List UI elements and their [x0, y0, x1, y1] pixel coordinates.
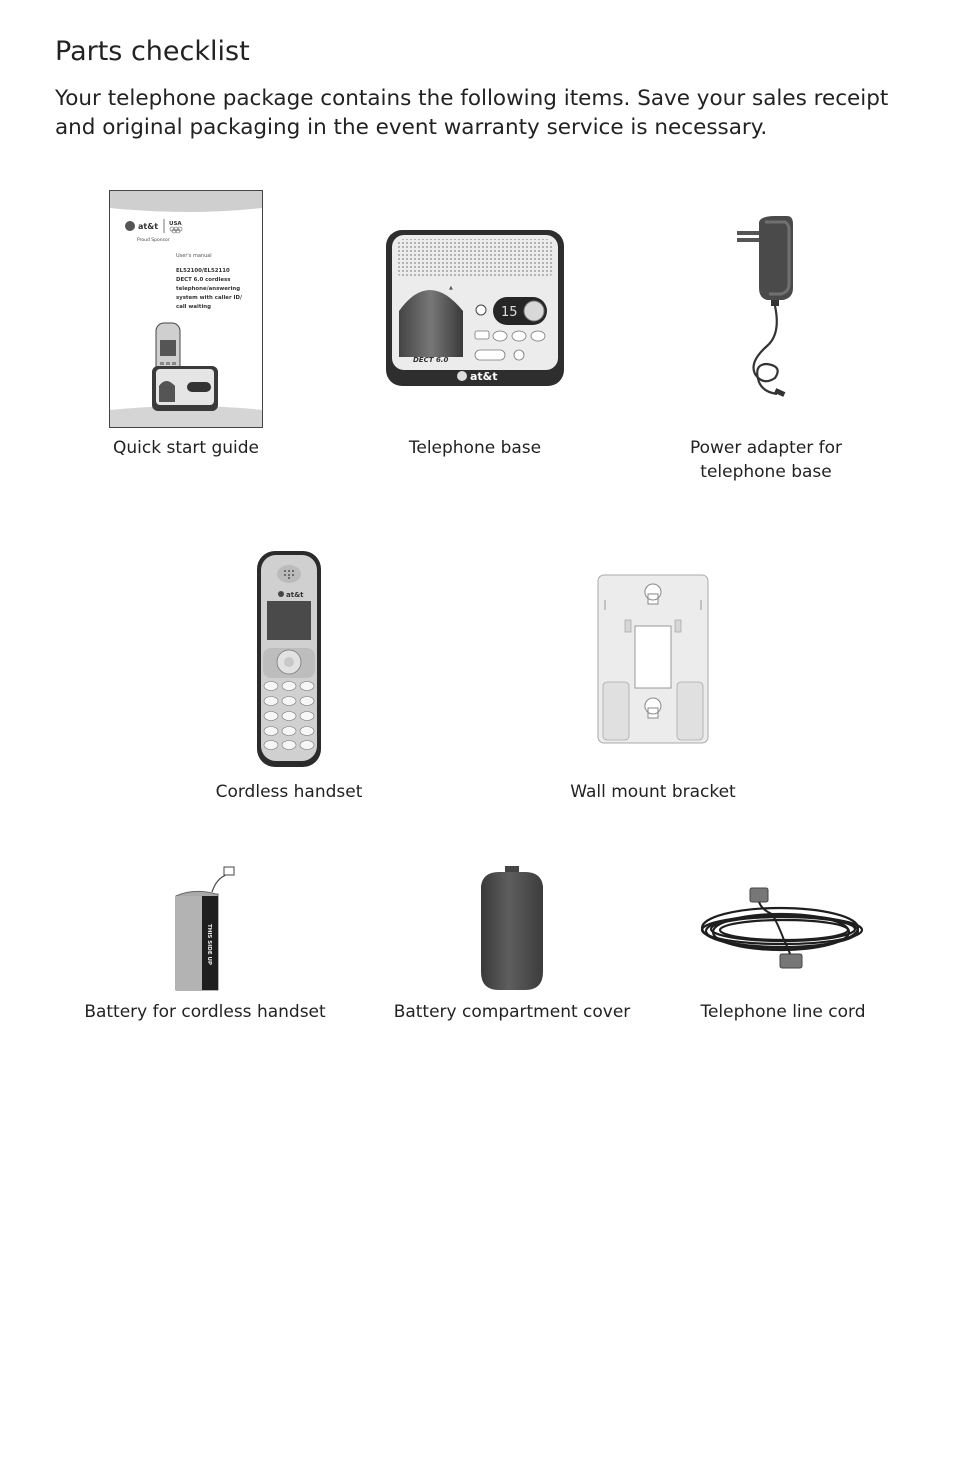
handset-brand: at&t	[286, 591, 304, 599]
caption-telephone-base: Telephone base	[408, 438, 542, 458]
guide-brand: at&t	[138, 222, 159, 231]
guide-doc-label: User's manual	[176, 253, 212, 259]
svg-text:▲: ▲	[449, 285, 453, 291]
battery-cover-image	[479, 864, 545, 992]
caption-line-cord: Telephone line cord	[700, 1002, 866, 1022]
base-display: 15	[501, 305, 518, 320]
power-adapter-image	[735, 214, 795, 402]
guide-sponsor-mark: USA	[169, 221, 182, 227]
telephone-base-image	[385, 229, 565, 387]
att-globe-icon	[125, 221, 135, 231]
wall-mount-bracket-image	[597, 574, 709, 744]
guide-sponsor: Proud Sponsor	[137, 238, 170, 243]
intro-paragraph: Your telephone package contains the following items. Save your sales receipt and original packaging in the event warranty service is necessary.	[55, 86, 889, 140]
att-globe-icon	[457, 371, 467, 381]
caption-quick-start-guide: Quick start guide	[112, 438, 259, 458]
line-cord-image	[700, 884, 866, 974]
base-brand: at&t	[470, 370, 498, 383]
att-globe-icon	[278, 591, 284, 597]
page-title: Parts checklist	[55, 36, 250, 67]
power-icon	[476, 305, 486, 315]
guide-doc-title-line: DECT 6.0 cordless	[176, 277, 231, 283]
cordless-handset-image	[256, 550, 322, 768]
caption-wall-mount-bracket: Wall mount bracket	[570, 782, 736, 802]
caption-battery-cover: Battery compartment cover	[393, 1002, 631, 1022]
guide-doc-title-line: call waiting	[176, 304, 211, 310]
guide-doc-title-line: telephone/answering	[176, 286, 241, 292]
battery-image	[172, 866, 238, 994]
guide-doc-title-line: EL52100/EL52110	[176, 268, 230, 274]
battery-label: THIS SIDE UP	[206, 924, 212, 966]
dect-label: DECT 6.0	[413, 356, 449, 364]
caption-cordless-handset: Cordless handset	[215, 782, 363, 802]
caption-power-adapter: Power adapter for telephone base	[689, 438, 843, 482]
quick-start-guide-image	[109, 190, 263, 428]
guide-doc-title-line: system with caller ID/	[176, 295, 242, 301]
caption-battery: Battery for cordless handset	[84, 1002, 326, 1022]
